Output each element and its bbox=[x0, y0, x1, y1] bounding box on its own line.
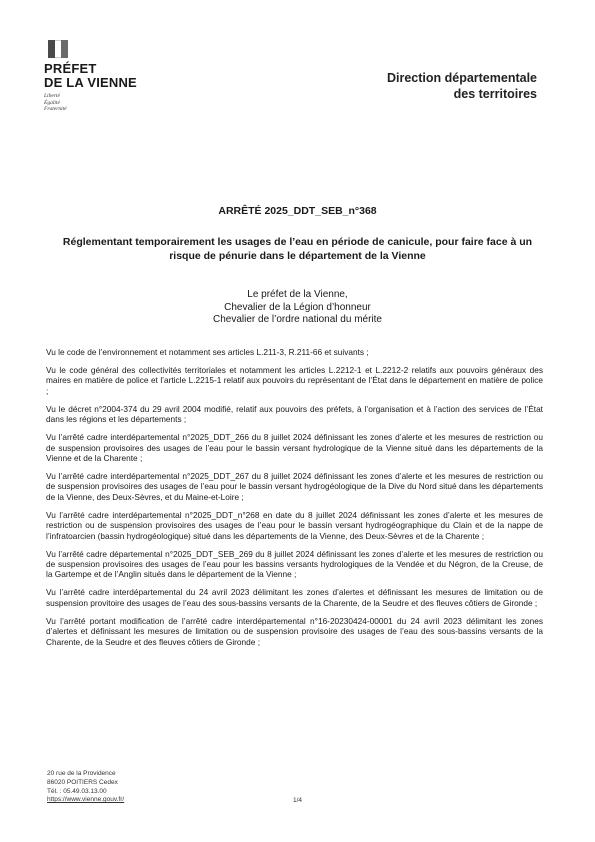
footer-phone: Tél. : 05.49.03.13.00 bbox=[47, 787, 107, 795]
prefect-line-2: Chevalier de la Légion d’honneur bbox=[224, 301, 371, 313]
footer-city: 86020 POITIERS Cedex bbox=[47, 778, 118, 786]
visa-paragraph: Vu le code général des collectivités territoriales et notamment les articles L.2212-1 et L.2212-2 relatifs aux pouvoirs généraux des maires en matière de police et l’article L.2215-1 relatif aux pouvoirs du représentant de l’État dans le département en matière de police ; bbox=[46, 365, 543, 396]
page-number: 1/4 bbox=[292, 797, 303, 804]
visa-paragraph: Vu l’arrêté cadre interdépartemental n°2025_DDT_267 du 8 juillet 2024 définissant les zones d’alerte et les mesures de restriction ou de suspension provisoires des usages de l’eau pour le bassin versant hydrogéologique de la Dive du Nord situé dans les départements de la Vienne, des Deux-Sèvres, et du Maine-et-Loire ; bbox=[46, 471, 543, 502]
visa-paragraph: Vu le code de l’environnement et notamment ses articles L.211-3, R.211-66 et suivants ; bbox=[46, 347, 369, 357]
footer-street: 20 rue de la Providence bbox=[47, 770, 116, 777]
marianne-flag-icon bbox=[48, 40, 68, 58]
visa-paragraph: Vu l’arrêté cadre interdépartemental n°2025_DDT_266 du 8 juillet 2024 définissant les zones d’alerte et les mesures de restriction ou de suspension provisoires des usages de l’eau pour le bassin versant hydrologique de la Vienne situé dans les départements de la Vienne et de la Charente ; bbox=[46, 432, 543, 464]
logo-line-1: PRÉFET bbox=[44, 61, 97, 76]
direction-line-2: des territoires bbox=[453, 87, 537, 101]
motto-fraternite: Fraternité bbox=[44, 106, 67, 112]
footer-website-link[interactable]: https://www.vienne.gouv.fr/ bbox=[47, 796, 125, 804]
visa-paragraph: Vu le décret n°2004-374 du 29 avril 2004 modifié, relatif aux pouvoirs des préfets, à l’organisation et à l’action des services de l’État dans les régions et les départements ; bbox=[46, 403, 543, 425]
visa-paragraph: Vu l’arrêté cadre interdépartemental du 24 avril 2023 délimitant les zones d’alertes et définissant les mesures de limitation ou de suspension provitoire des usages de l’eau des sous-bassins versants de la Charente, de la Seudre et des fleuves côtiers de Gironde ; bbox=[46, 587, 543, 608]
prefect-line-1: Le préfet de la Vienne, bbox=[247, 289, 348, 300]
prefect-block bbox=[0, 289, 595, 327]
direction-line-1: Direction départementale bbox=[386, 71, 537, 85]
decree-title: ARRÊTÉ 2025_DDT_SEB_n°368 bbox=[218, 205, 377, 217]
visa-paragraph: Vu l’arrêté cadre départemental n°2025_DDT_SEB_269 du 8 juillet 2024 définissant les zones d’alerte et les mesures de restriction ou de suspension provisoires des usages de l’eau pour les bassins versants hydrologiques de la Vendée et du Négron, de la Creuse, de la Gartempe et de l’Anglin situés dans le département de la Vienne ; bbox=[46, 548, 543, 580]
visa-paragraph: Vu l’arrêté cadre interdépartemental n°2025_DDT_n°268 en date du 8 juillet 2024 définissant les zones d’alerte et les mesures de restriction ou de suspension provisoires des usages de l’eau pour le bassin versant hydrogéographique du Clain et de la nappe de l’infratoarcien (bassin hydrogéologique) situé dans les départements de la Vienne, des Deux-Sèvres et de la Charente ; bbox=[46, 509, 543, 541]
prefect-line-3: Chevalier de l’ordre national du mérite bbox=[213, 314, 382, 325]
logo-line-2: DE LA VIENNE bbox=[44, 75, 137, 90]
motto-egalite: Égalité bbox=[44, 99, 60, 106]
decree-subtitle: Réglementant temporairement les usages de l’eau en période de canicule, pour faire face à un risque de pénurie dans le département de la Vienne bbox=[62, 236, 533, 262]
prefecture-logo bbox=[44, 40, 154, 113]
direction-header bbox=[387, 70, 537, 102]
republic-motto bbox=[44, 93, 154, 113]
visas-list bbox=[46, 347, 543, 655]
motto-liberte: Liberté bbox=[44, 93, 60, 99]
visa-paragraph: Vu l’arrêté portant modification de l’arrêté cadre interdépartemental n°16-20230424-00001 du 24 avril 2023 délimitant les zones d’alertes et définissant les mesures de limitation ou de suspension provisoire des usages de l’eau des sous-bassins versants de la Charente, de la Seudre et des fleuves côtiers de Gironde ; bbox=[46, 615, 543, 647]
